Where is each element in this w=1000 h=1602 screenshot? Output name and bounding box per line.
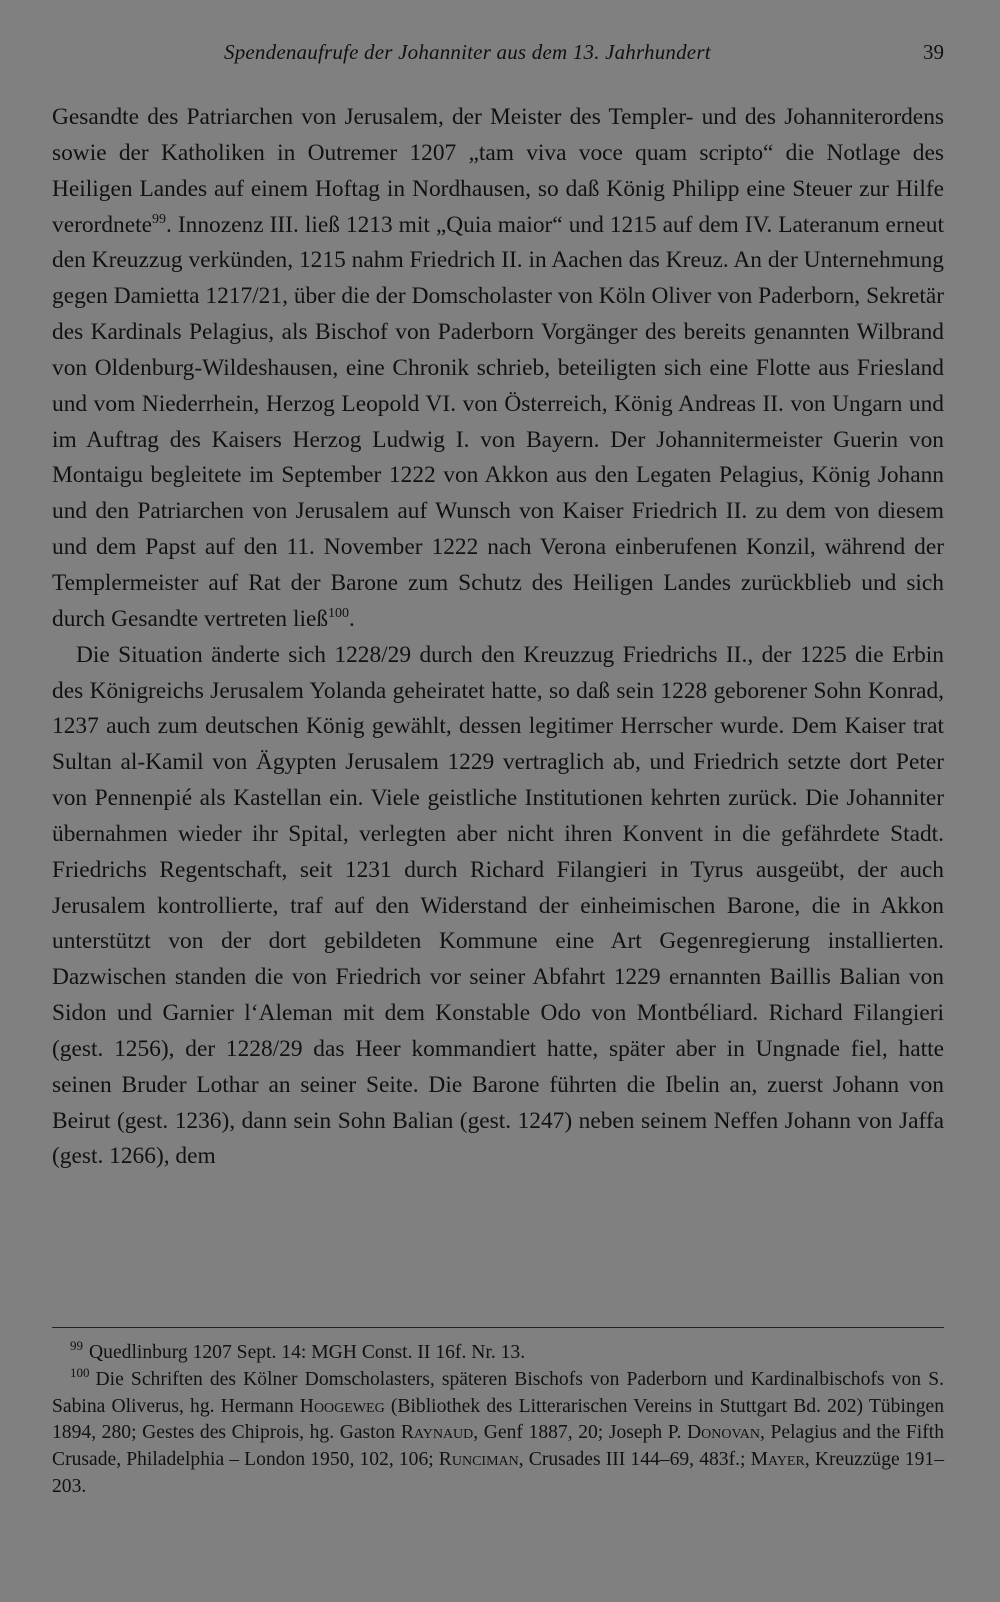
footnote-ref-99: 99	[152, 211, 167, 227]
footnotes	[52, 1340, 944, 1501]
main-text	[52, 100, 944, 1175]
footnote-100-text-f: , Kreuzzüge 191–203.	[52, 1449, 944, 1497]
paragraph-1-part-a: Gesandte des Patriarchen von Jerusalem, der Meister des Templer- und des Johanniterordens sowie der Katholiken in Outremer 1207 „tam viva voce quam scripto“ die Notlage des Heiligen Landes auf einem Hoftag in Nordhausen, so daß König Philipp eine Steuer zur Hilfe verordnete	[52, 104, 944, 238]
footnote-ref-100: 100	[328, 606, 350, 622]
footnote-99-text: Quedlinburg 1207 Sept. 14: MGH Const. II 16f. Nr. 13.	[89, 1342, 526, 1363]
author-hoogeweg: Hoogeweg	[299, 1395, 385, 1417]
author-donovan: Donovan	[686, 1422, 760, 1444]
paragraph-1	[52, 100, 944, 638]
footnote-100-text-c: , Genf 1887, 20; Joseph P.	[473, 1422, 687, 1444]
running-title: Spendenaufrufe der Johanniter aus dem 13. Jahrhundert	[224, 40, 711, 64]
paragraph-2: Die Situation änderte sich 1228/29 durch den Kreuzzug Friedrichs II., der 1225 die Erbin des Königreichs Jerusalem Yolanda geheiratet hatte, so daß sein 1228 geborener Sohn Konrad, 1237 auch zum deutschen König gewählt, dessen legitimer Herrscher wurde. Dem Kaiser trat Sultan al-Kamil von Ägypten Jerusalem 1229 vertraglich ab, und Friedrich setzte dort Peter von Pennenpié als Kastellan ein. Viele geistliche Institutionen kehrten zurück. Die Johanniter übernahmen wieder ihr Spital, verlegten aber nicht ihren Konvent in die gefährdete Stadt. Friedrichs Regentschaft, seit 1231 durch Richard Filangieri in Tyrus ausgeübt, der auch Jerusalem kontrollierte, traf auf den Widerstand der einheimischen Barone, die in Akkon unterstützt von der dort gebildeten Kommune eine Art Gegenregierung installierten. Dazwischen standen die von Friedrich vor seiner Abfahrt 1229 ernannten Baillis Balian von Sidon und Garnier l‘Aleman mit dem Konstable Odo von Montbéliard. Richard Filangieri (gest. 1256), der 1228/29 das Heer kommandiert hatte, später aber in Ungnade fiel, hatte seinen Bruder Lothar an seiner Seite. Die Barone führten die Ibelin an, zuerst Johann von Beirut (gest. 1236), dann sein Sohn Balian (gest. 1247) neben seinem Neffen Johann von Jaffa (gest. 1266), dem	[52, 641, 944, 1170]
page-number: 39	[923, 40, 944, 64]
paragraph-1-part-b: . Innozenz III. ließ 1213 mit „Quia maior“ und 1215 auf dem IV. Lateranum erneut den Kreuzzug verkünden, 1215 nahm Friedrich II. in Aachen das Kreuz. An der Unternehmung gegen Damietta 1217/21, über die der Domscholaster von Köln Oliver von Paderborn, Sekretär des Kardinals Pelagius, als Bischof von Paderborn Vorgänger des bereits genannten Wilbrand von Oldenburg-Wildeshausen, eine Chronik schrieb, beteiligten sich eine Flotte aus Friesland und vom Niederrhein, Herzog Leopold VI. von Österreich, König Andreas II. von Ungarn und im Auftrag des Kaisers Herzog Ludwig I. von Bayern. Der Johannitermeister Guerin von Montaigu begleitete im September 1222 von Akkon aus den Legaten Pelagius, König Johann und den Patriarchen von Jerusalem auf Wunsch von Kaiser Friedrich II. zu dem von diesem und dem Papst auf den 11. November 1222 nach Verona einberufenen Konzil, während der Templermeister auf Rat der Barone zum Schutz des Heiligen Landes zurückblieb und sich durch Gesandte vertreten ließ	[52, 211, 944, 632]
footnote-99	[52, 1340, 944, 1367]
footnote-100-text-a: Die Schriften des Kölner Domscholasters, späteren Bischofs von Paderborn und Kardinalbischofs von S. Sabina Oliverus, hg. Hermann	[52, 1368, 944, 1417]
footnote-100-text-b: (Bibliothek des Litterarischen Vereins in Stuttgart Bd. 202) Tübingen 1894, 280; Gestes des Chiprois, hg. Gaston	[52, 1395, 944, 1444]
author-raynaud: Raynaud	[400, 1422, 474, 1444]
paragraph-1-part-c: .	[349, 605, 355, 632]
running-head	[52, 40, 944, 74]
footnote-100-text-d: , Pelagius and the Fifth Crusade, Philadelphia – London 1950, 102, 106;	[52, 1422, 944, 1471]
author-runciman: Runciman	[438, 1449, 519, 1471]
footnote-100-text-e: , Crusades III 144–69, 483f.;	[518, 1449, 751, 1471]
footnote-rule	[52, 1327, 944, 1328]
author-mayer: Mayer	[750, 1449, 805, 1471]
footnote-100	[52, 1367, 944, 1501]
footnote-99-mark: 99	[70, 1338, 83, 1354]
book-page	[52, 0, 944, 1602]
footnote-100-mark: 100	[70, 1365, 90, 1381]
